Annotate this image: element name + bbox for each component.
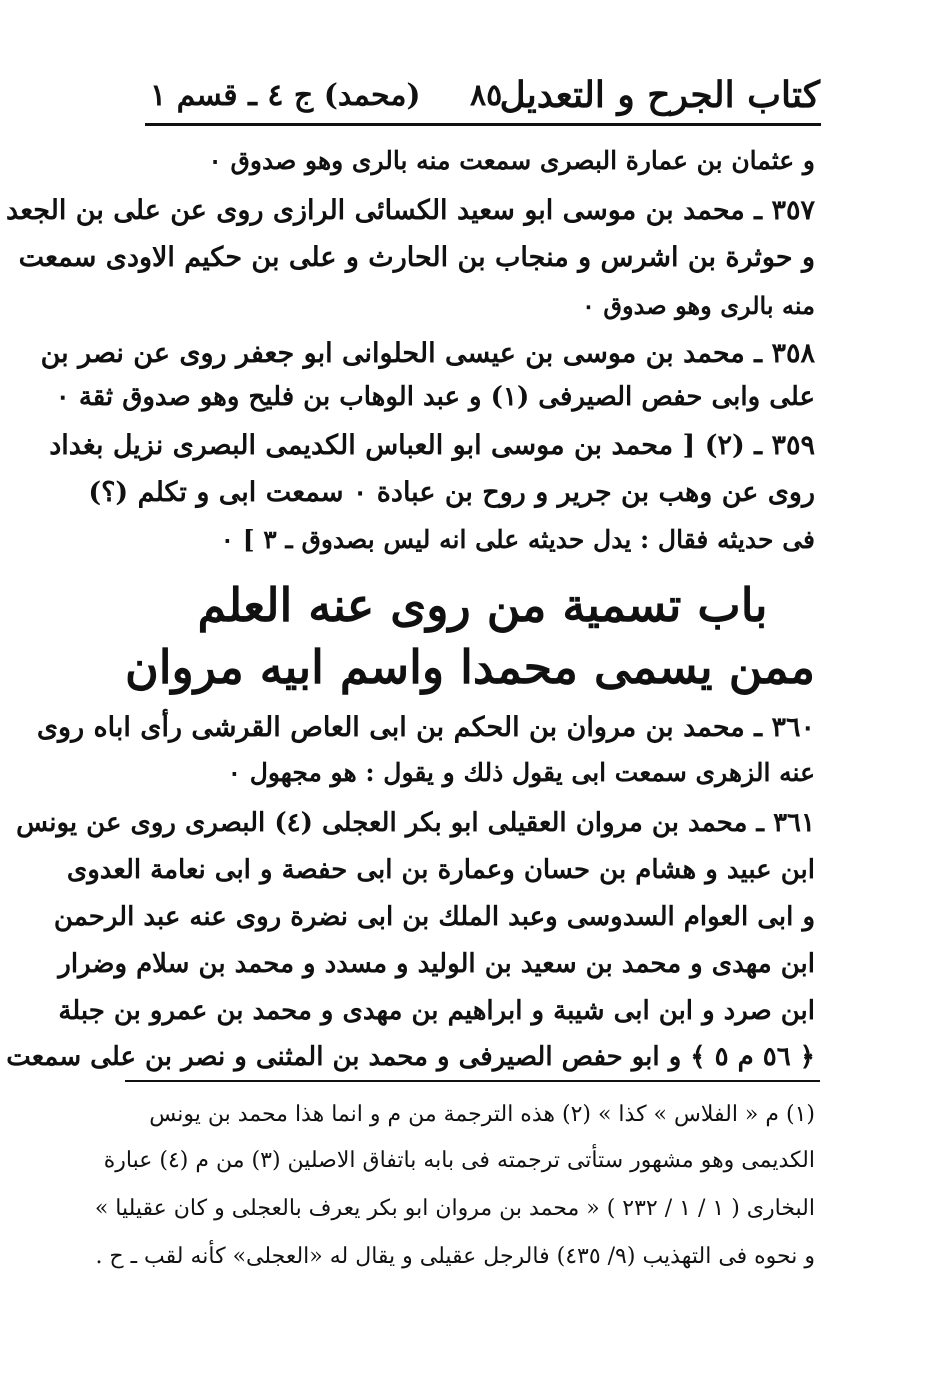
chapter-heading-line-1: باب تسمية من روى عنه العلم	[197, 578, 768, 632]
entry-357-line-1: ٣٥٧ ـ محمد بن موسى ابو سعيد الكسائى الرازى روى عن على بن الجعد	[6, 195, 815, 226]
entry-357-line-3: منه بالرى وهو صدوق ٠	[582, 291, 815, 320]
book-title: كتاب الجرح و التعديل	[499, 74, 820, 116]
footnote-line-3: البخارى ( ١ / ١ / ٢٣٢ ) « محمد بن مروان ابو بكر يعرف بالعجلى و كان عقيليا »	[94, 1196, 815, 1221]
footnote-rule	[125, 1080, 820, 1082]
entry-359-line-2: روى عن وهب بن جرير و روح بن عبادة ٠ سمعت ابى و تكلم (؟)	[88, 477, 815, 508]
entry-357-line-2: و حوثرة بن اشرس و منجاب بن الحارث و على بن حكيم الاودى سمعت	[18, 242, 815, 273]
entry-360-line-1: ٣٦٠ ـ محمد بن مروان بن الحكم بن ابى العاص القرشى رأى اباه روى	[36, 712, 815, 743]
entry-361-line-3: و ابى العوام السدوسى وعبد الملك بن ابى نضرة روى عنه عبد الرحمن	[53, 902, 815, 932]
entry-361-line-5: ابن صرد و ابن ابى شيبة و ابراهيم بن مهدى و محمد بن عمرو بن جبلة	[58, 996, 815, 1026]
entry-358-line-2: على وابى حفص الصيرفى (١) و عبد الوهاب بن فليح وهو صدوق ثقة ٠	[55, 382, 815, 412]
text-line: و عثمان بن عمارة البصرى سمعت منه بالرى وهو صدوق ٠	[208, 146, 815, 175]
entry-361-line-1: ٣٦١ ـ محمد بن مروان العقيلى ابو بكر العجلى (٤) البصرى روى عن يونس	[16, 808, 815, 838]
entry-359-line-3: فى حديثه فقال : يدل حديثه على انه ليس بصدوق ـ ٣ ] ٠	[220, 525, 815, 554]
entry-360-line-2: عنه الزهرى سمعت ابى يقول ذلك و يقول : هو مجهول ٠	[227, 758, 815, 787]
footnote-line-1: (١) م « الفلاس » كذا » (٢) هذه الترجمة من م و انما هذا محمد بن يونس	[149, 1102, 815, 1127]
page-header	[150, 70, 820, 124]
footnote-line-4: و نحوه فى التهذيب (٩/ ٤٣٥) فالرجل عقيلى و يقال له «العجلى» كأنه لقب ـ ح .	[95, 1244, 815, 1269]
page-number: ٨٥	[470, 78, 503, 113]
volume-label: (محمد) ج ٤ ـ قسم ١	[150, 78, 421, 113]
entry-361-line-4: ابن مهدى و محمد بن سعيد بن الوليد و مسدد و محمد بن سلام وضرار	[58, 949, 815, 979]
chapter-heading-line-2: ممن يسمى محمدا واسم ابيه مروان	[124, 640, 815, 694]
entry-361-line-6: ﴿ ٥٦ م ٥ ﴾ و ابو حفص الصيرفى و محمد بن المثنى و نصر بن على سمعت	[6, 1042, 815, 1072]
entry-361-line-2: ابن عبيد و هشام بن حسان وعمارة بن ابى حفصة و ابى نعامة العدوى	[66, 855, 815, 885]
entry-359-line-1: ٣٥٩ ـ (٢) [ محمد بن موسى ابو العباس الكديمى البصرى نزيل بغداد	[49, 430, 815, 461]
footnote-line-2: الكديمى وهو مشهور ستأتى ترجمته فى بابه باتفاق الاصلين (٣) من م (٤) عبارة	[103, 1148, 815, 1173]
header-rule	[145, 123, 821, 126]
entry-358-line-1: ٣٥٨ ـ محمد بن موسى بن عيسى الحلوانى ابو جعفر روى عن نصر بن	[40, 338, 815, 369]
